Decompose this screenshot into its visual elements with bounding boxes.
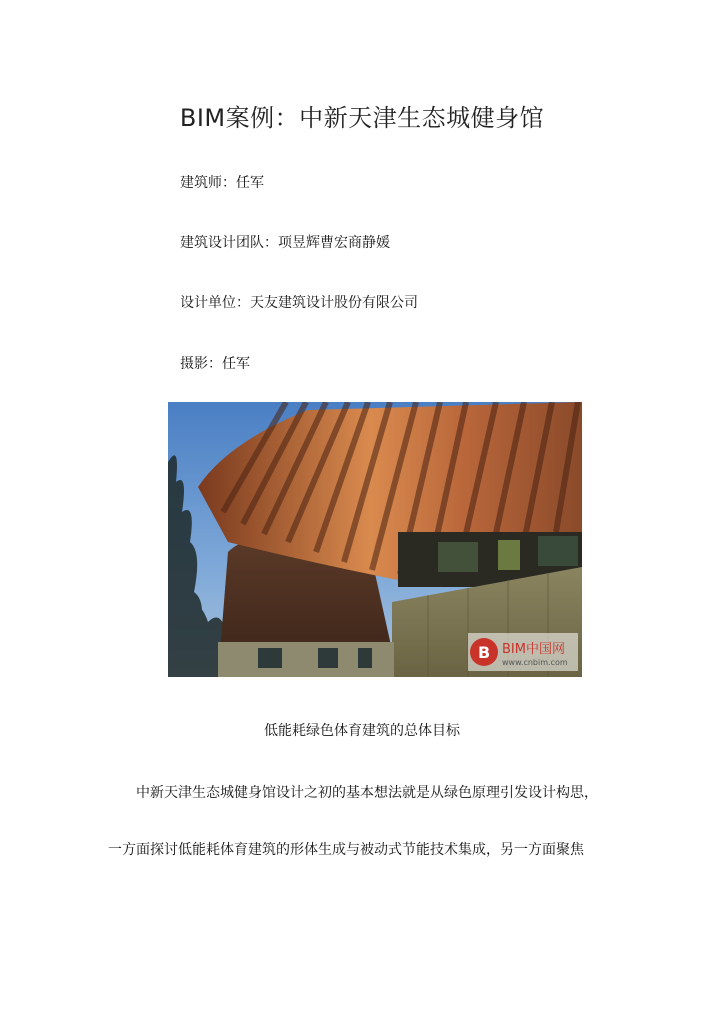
body-paragraph-line: 一方面探讨低能耗体育建筑的形体生成与被动式节能技术集成，另一方面聚焦 [108,842,584,858]
design-team-line: 建筑设计团队：项昱辉曹宏商静媛 [180,235,390,251]
photographer-line: 摄影：任军 [180,356,250,372]
image-caption: 低能耗绿色体育建筑的总体目标 [264,723,460,739]
building-photo [168,402,582,677]
body-paragraph-line: 中新天津生态城健身馆设计之初的基本想法就是从绿色原理引发设计构思， [136,785,598,801]
document-title: BIM案例：中新天津生态城健身馆 [179,104,545,132]
svg-text:B: B [478,643,491,662]
design-unit-line: 设计单位：天友建筑设计股份有限公司 [180,295,418,311]
architect-line: 建筑师：任军 [180,175,264,191]
watermark-url: www.cnbim.com [502,658,568,667]
watermark-brand: BIM中国网 [502,642,565,657]
bim-watermark [468,633,578,671]
